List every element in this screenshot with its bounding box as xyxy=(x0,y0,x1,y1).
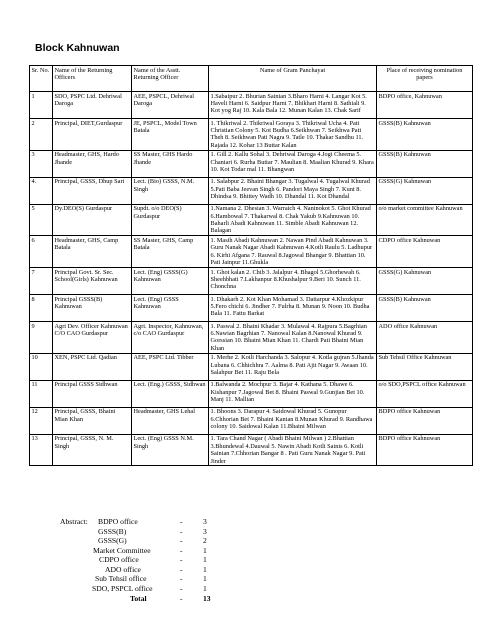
abstract-dash: - xyxy=(180,564,183,574)
cell-gram-panchayat: 1. Ghot kalan 2. Chib 3. Jalalpur 4. Bhagol 5.Ghorhewah 6. Sheehbhati 7.Lakhanpur 8.Khushalpur 9.Beri 10. Sunch 11. Chonchna xyxy=(209,268,377,295)
abstract-total-count: 13 xyxy=(203,594,211,603)
table-row xyxy=(30,150,473,177)
cell-returning-officer: Agri Dev. Officer Kahnuwan C/O CAO Gurdaspur xyxy=(53,322,132,354)
abstract-dash: - xyxy=(180,583,183,593)
cell-asstt-officer: Agri. Inspector, Kahnuwan, c/o CAO Gurdaspur xyxy=(132,322,209,354)
cell-returning-officer: Principal, GSSS, Dhup Sari xyxy=(53,177,132,204)
abstract-count: 3 xyxy=(203,526,207,536)
cell-place: Sub Tehsil Office Kahnuwan xyxy=(377,353,473,380)
cell-place: o/o market committee Kahnuwan xyxy=(377,204,473,236)
cell-gram-panchayat: 1.Namana 2. Dhesian 3. Warraich 4. Naninokot 5. Ghot Khurad 6.Hambowal 7. Thakarwal 8. Chak Yakub 9.Kahnuwan 10. Baharli Abadi Kahnuwan 11. Simble Abadi Kahnuwan 12. Balagan xyxy=(209,204,377,236)
cell-asstt-officer: AEE, PSPC Ltd. Tibber xyxy=(132,353,209,380)
table-row xyxy=(30,92,473,119)
abstract-dash: - xyxy=(180,536,183,545)
cell-asstt-officer: AEE, PSPCL, Dehriwal Daroga xyxy=(132,92,209,119)
table-header-row xyxy=(30,66,473,92)
abstract-count: 3 xyxy=(203,517,207,526)
table-row xyxy=(30,322,473,354)
abstract-label: CDPO office xyxy=(99,555,139,564)
abstract-label: GSSS(B) xyxy=(98,526,127,536)
cell-sr-no: 4. xyxy=(30,177,53,204)
table-row xyxy=(30,295,473,322)
table-row xyxy=(30,177,473,204)
cell-place: CDPO office Kahnuwan xyxy=(377,236,473,268)
abstract-count: 1 xyxy=(203,555,207,564)
cell-sr-no: 11 xyxy=(30,380,53,407)
table-row xyxy=(30,353,473,380)
cell-sr-no: 3 xyxy=(30,150,53,177)
cell-returning-officer: Principal GSSS Sidhwan xyxy=(53,380,132,407)
header-sr-no: Sr. No. xyxy=(30,66,53,92)
cell-sr-no: 2 xyxy=(30,119,53,151)
cell-gram-panchayat: 1. Merhe 2. Kotli Harchanda 3. Salopur 4. Kotla gujran 5.Jhanda Lubana 6. Chhichhra 7. Aalma 8. Pati Ajit Nagar 9. Awaan 10. Salahpur Bet 11. Raju Bela xyxy=(209,353,377,380)
table-body xyxy=(30,92,473,466)
abstract-dash: - xyxy=(180,545,183,555)
cell-sr-no: 10 xyxy=(30,353,53,380)
cell-gram-panchayat: 1. Masih Abadi Kahnuwan 2. Nawan Pind Abadi Kahnuwan 3. Guru Nanak Nagar Abadi Kahnuwan 4.Kotli Raulu 5. Ladhupur 6. Kirhi Afgana 7. Rauwal 8.Jagowal Bhangar 9. Bhattian 10. Pati Jainpur 11.Ghukla xyxy=(209,236,377,268)
abstract-count: 1 xyxy=(203,574,207,583)
cell-asstt-officer: Lect. (Eng.) GSSS, Sidhwan xyxy=(132,380,209,407)
cell-gram-panchayat: 1.Sabaipur 2. Bhurian Sainian 3.Bharo Harni 4. Langar Kot 5. Haveli Harni 6. Saidpur Harni 7. Bhikhari Harni 8. Sathiali 9. Kot yog Raj 10. Kala Bala 12. Munan Kalan 13. Chak Sarif xyxy=(209,92,377,119)
abstract-label: Market Committee xyxy=(93,545,151,555)
cell-sr-no: 13 xyxy=(30,434,53,466)
cell-sr-no: 7 xyxy=(30,268,53,295)
cell-place: o/o SDO,PSPCL office Kahnuwan xyxy=(377,380,473,407)
abstract-label: SDO, PSPCL office xyxy=(92,583,153,593)
abstract-heading: Abstract: xyxy=(60,517,88,526)
cell-sr-no: 8 xyxy=(30,295,53,322)
abstract-count: 2 xyxy=(203,536,207,545)
table-row xyxy=(30,204,473,236)
cell-returning-officer: Principal, DIET,Gurdaspur xyxy=(53,119,132,151)
cell-sr-no: 12 xyxy=(30,407,53,434)
cell-asstt-officer: SS Master, GHS, Camp Batala xyxy=(132,236,209,268)
returning-officers-table xyxy=(29,65,473,466)
cell-place: ADO office Kahnuwan xyxy=(377,322,473,354)
abstract-dash: - xyxy=(180,555,183,564)
abstract-dash: - xyxy=(180,517,183,526)
cell-returning-officer: Principal GSSS(B) Kahnuwan xyxy=(53,295,132,322)
cell-place: GSSS(B) Kahnuwan xyxy=(377,150,473,177)
cell-gram-panchayat: 1. Salabpur 2. Bhaini Bhangar 3. Tugalwal 4. Tugalwal Khurad 5.Pati Baba Jeevan Singh 6. Pandori Maya Singh 7. Kunt 8. Dhindsa 9. Bhittey Wadh 10. Dhandal 11. Kot Dhandal xyxy=(209,177,377,204)
header-place-of-nomination: Place of receiving nomination papers xyxy=(377,66,473,92)
table-row xyxy=(30,119,473,151)
cell-place: BDPO office Kahnuwan xyxy=(377,407,473,434)
table-row xyxy=(30,380,473,407)
header-asstt-returning-officer: Name of the Asstt. Returning Officer xyxy=(132,66,209,92)
cell-gram-panchayat: 1. Thikriwal 2. Thikriwal Goraya 3. Thikriwal Ucha 4. Pati Christian Colony 5. Kot Budha 6.Seikhwan 7. Seikhwa Pati Theh 8. Seikhwan Pati Nagra 9. Tatle 10. Thakar Sandhu 11. Rajada 12. Kohar 13 Buttar Kalan xyxy=(209,119,377,151)
cell-asstt-officer: Lect. (Eng) GSSS Kahnuwan xyxy=(132,295,209,322)
abstract-count: 1 xyxy=(203,545,207,555)
abstract-label: ADO office xyxy=(105,564,141,574)
cell-sr-no: 1 xyxy=(30,92,53,119)
header-returning-officer: Name of the Returning Officers xyxy=(53,66,132,92)
cell-asstt-officer: Lect. (Bio) GSSS, N.M. Singh xyxy=(132,177,209,204)
abstract-count: 1 xyxy=(203,564,207,574)
cell-sr-no: 5 xyxy=(30,204,53,236)
cell-sr-no: 6 xyxy=(30,236,53,268)
cell-sr-no: 9 xyxy=(30,322,53,354)
table-row xyxy=(30,236,473,268)
cell-returning-officer: Principal, GSSS, N. M. Singh xyxy=(53,434,132,466)
cell-asstt-officer: Lect. (Eng) GSSS(G) Kahnuwan xyxy=(132,268,209,295)
header-gram-panchayat: Name of Gram Panchayat xyxy=(209,66,377,92)
table-row xyxy=(30,434,473,466)
table-row xyxy=(30,268,473,295)
abstract-label: GSSS(G) xyxy=(98,536,127,545)
cell-place: GSSS(G) Kahnuwan xyxy=(377,268,473,295)
cell-returning-officer: SDO, PSPC Ltd. Dehriwal Daroga xyxy=(53,92,132,119)
cell-gram-panchayat: 1. Dhakarh 2. Kot Khan Mohamad 3. Dattarpur 4.Khozkipur 5.Fero chichi 6. Jindher 7. Fulrha 8. Munan 9. Noon 10. Budha Bala 11. Fattu Barkat xyxy=(209,295,377,322)
cell-asstt-officer: JE, PSPCL, Model Town Batala xyxy=(132,119,209,151)
abstract-dash: - xyxy=(180,594,183,603)
cell-place: GSSS(B) Kahnuwan xyxy=(377,295,473,322)
cell-asstt-officer: SS Master, GHS Hardo Jhande xyxy=(132,150,209,177)
cell-gram-panchayat: 1. Paswal 2. Bhaini Khadar 3. Mulawal 4. Rajpura 5.Bagrhian 6.Nawian Bagrhian 7. Nanowal Kalan 8.Nanowal Khurad 9. Gorssian 10. Bhaini Mian Khan 11. Chardi Pati Bhaini Mian Khan xyxy=(209,322,377,354)
cell-returning-officer: Principal, GSSS, Bhaini Mian Khan xyxy=(53,407,132,434)
abstract-label: BDPO office xyxy=(98,517,138,526)
abstract-label: Sub Tehsil office xyxy=(95,574,147,583)
table-row xyxy=(30,407,473,434)
cell-gram-panchayat: 1.Balwanda 2. Mochpur 3. Bajar 4. Kathana 5. Dhawe 6. Kishanpur 7.Jagowal Bet 8. Bhaini Paswal 9.Gunjian Bet 10. Manj 11. Mallian xyxy=(209,380,377,407)
abstract-count: 1 xyxy=(203,583,207,593)
cell-returning-officer: XEN, PSPC Ltd. Qadian xyxy=(53,353,132,380)
cell-asstt-officer: Supdt. o/o DEO(S) Gurdaspur xyxy=(132,204,209,236)
cell-returning-officer: Principal Govt. Sr. Sec. School(Girls) Kahnuwan xyxy=(53,268,132,295)
abstract-total-label: Total xyxy=(130,594,147,603)
cell-asstt-officer: Headmaster, GHS Lehal xyxy=(132,407,209,434)
cell-place: GSSS(G) Kahnuwan xyxy=(377,177,473,204)
cell-gram-panchayat: 1. Tara Chand Nagar ( Abadi Bhaini Milwan ) 2.Bhattian 3.Bhundewal 4.Dauwal 5. Nawin Abadi Kotli Sainis 6. Kotli Sainian 7.Chhorian Bangar 8 . Pati Guru Nanak Nagar 9. Pati Jinder xyxy=(209,434,377,466)
cell-place: BDPO office, Kahnuwan xyxy=(377,92,473,119)
cell-returning-officer: Headmaster, GHS, Camp Batala xyxy=(53,236,132,268)
page-title: Block Kahnuwan xyxy=(35,42,120,54)
cell-place: GSSS(B) Kahnuwan xyxy=(377,119,473,151)
cell-asstt-officer: Lect. (Eng) GSSS N.M. Singh xyxy=(132,434,209,466)
cell-returning-officer: Headmaster, GHS, Hardo Jhande xyxy=(53,150,132,177)
abstract-dash: - xyxy=(180,526,183,536)
cell-returning-officer: Dy.DEO(S) Gurdaspur xyxy=(53,204,132,236)
abstract-dash: - xyxy=(180,574,183,583)
cell-gram-panchayat: 1. Gill 2. Kallu Sohal 3. Dehriwal Daroga 4.Jogi Cheema 5. Chaniari 6. Rurha Buttar 7. Maulian 8. Maalian Khurad 9. Khara 10. Kot Todar mal 11. Bhangwan xyxy=(209,150,377,177)
cell-gram-panchayat: 1. Bhoons 3. Darapur 4. Saidowal Khurad 5. Gunopur 6.Chhorian Bet 7. Bhaini Kanian 8.Munan Khurad 9. Randhawa colony 10. Saidowal Kalan 11.Bhaini Milwan xyxy=(209,407,377,434)
cell-place: BDPO office Kahnuwan xyxy=(377,434,473,466)
